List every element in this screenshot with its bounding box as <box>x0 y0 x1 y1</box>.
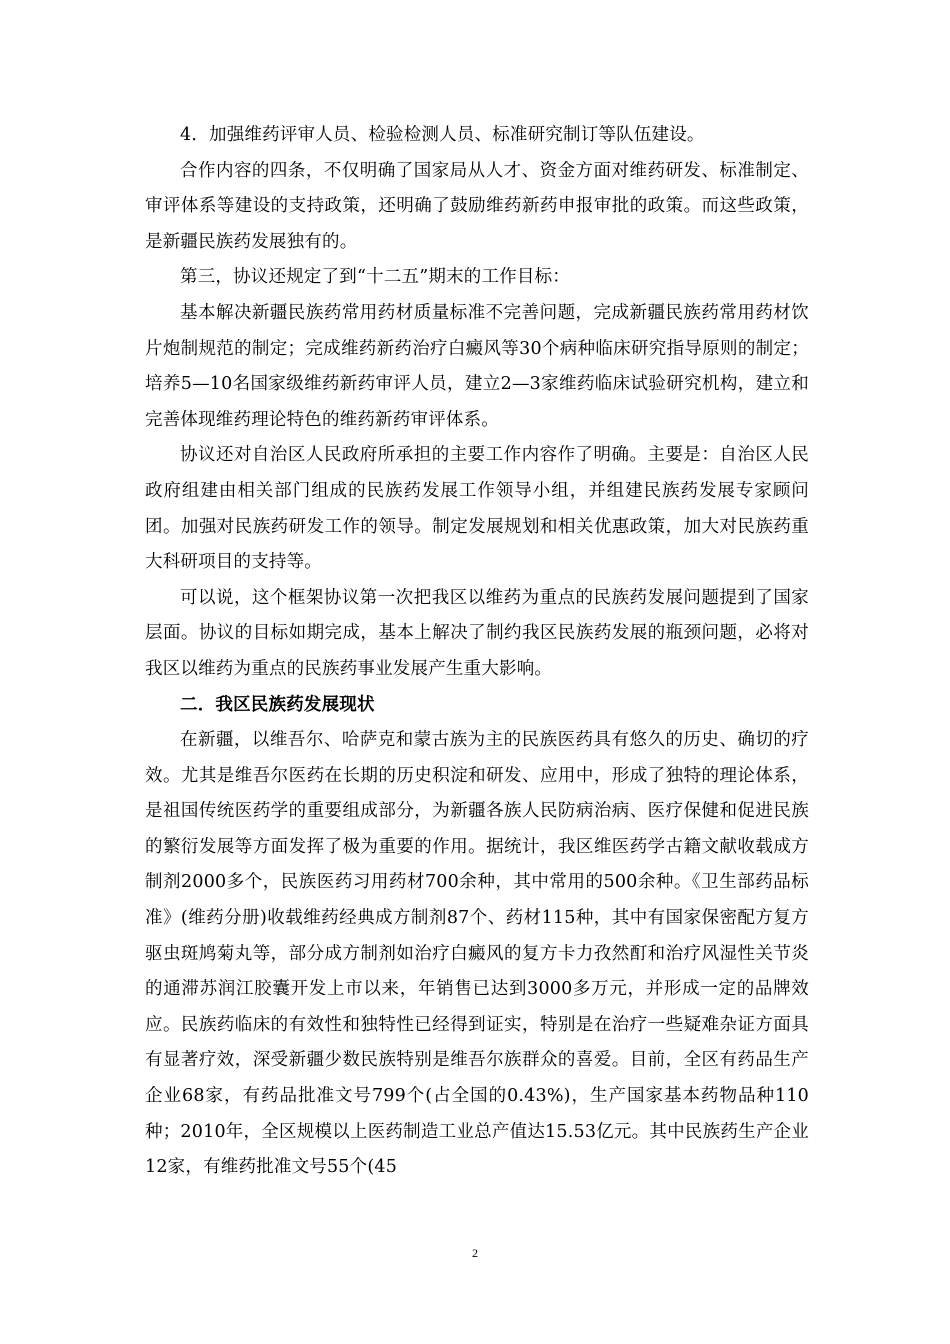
paragraph-government-work: 协议还对自治区人民政府所承担的主要工作内容作了明确。主要是：自治区人民政府组建由相关部门组成的民族药发展工作领导小组，并组建民族药发展专家顾问团。加强对民族药研发工作的领导。制定发展规划和相关优惠政策，加大对民族药重大科研项目的支持等。 <box>145 445 809 573</box>
paragraph-status: 在新疆，以维吾尔、哈萨克和蒙古族为主的民族医药具有悠久的历史、确切的疗效。尤其是维吾尔医药在长期的历史积淀和研发、应用中，形成了独特的理论体系，是祖国传统医药学的重要组成部分，为新疆各族人民防病治病、医疗保健和促进民族的繁衍发展等方面发挥了极为重要的作用。据统计，我区维医药学古籍文献收载成方制剂2000多个，民族医药习用药材700余种，其中常用的500余种。《卫生部药品标准》(维药分册)收载维药经典成方制剂87个、药材115种，其中有国家保密配方复方驱虫斑鸠菊丸等，部分成方制剂如治疗白癜风的复方卡力孜然酊和治疗风湿性关节炎的通滞苏润江胶囊开发上市以来，年销售已达到3000多万元，并形成一定的品牌效应。民族药临床的有效性和独特性已经得到证实，特别是在治疗一些疑难杂证方面具有显著疗效，深受新疆少数民族特别是维吾尔族群众的喜爱。目前，全区有药品生产企业68家，有药品批准文号799个(占全国的0.43%)，生产国家基本药物品种110种；2010年，全区规模以上医药制造工业总产值达15.53亿元。其中民族药生产企业12家，有维药批准文号55个(45 <box>145 730 809 1178</box>
document-page <box>145 118 809 1186</box>
paragraph-conclusion: 可以说，这个框架协议第一次把我区以维药为重点的民族药发展问题提到了国家层面。协议的目标如期完成，基本上解决了制约我区民族药发展的瓶颈问题，必将对我区以维药为重点的民族药事业发展产生重大影响。 <box>145 587 809 679</box>
paragraph-item-4: 4．加强维药评审人员、检验检测人员、标准研究制订等队伍建设。 <box>180 125 705 145</box>
paragraph-third-goals: 第三，协议还规定了到“十二五”期末的工作目标： <box>180 267 570 288</box>
paragraph-goal-details: 基本解决新疆民族药常用药材质量标准不完善问题，完成新疆民族药常用药材饮片炮制规范的制定；完成维药新药治疗白癜风等30个病种临床研究指导原则的制定；培养5—10名国家级维药新药审评人员，建立2—3家维药临床试验研究机构，建立和完善体现维药理论特色的维药新药审评体系。 <box>145 302 809 430</box>
paragraph-cooperation-content: 合作内容的四条，不仅明确了国家局从人才、资金方面对维药研发、标准制定、审评体系等建设的支持政策，还明确了鼓励维药新药申报审批的政策。而这些政策，是新疆民族药发展独有的。 <box>145 160 809 252</box>
page-number: 2 <box>472 1246 478 1260</box>
section-heading: 二．我区民族药发展现状 <box>180 694 375 715</box>
